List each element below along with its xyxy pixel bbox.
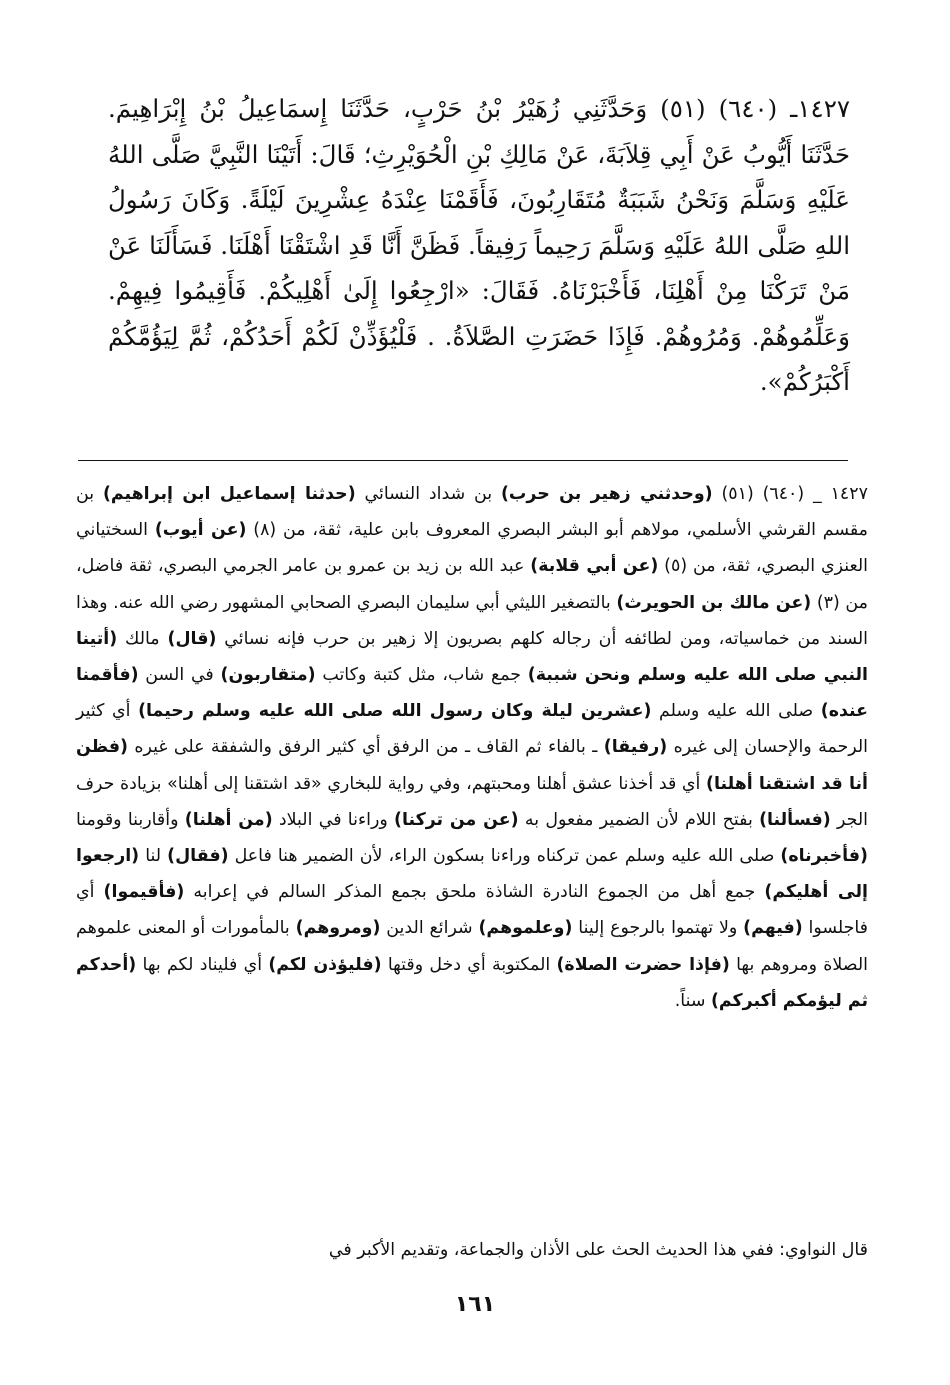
commentary-bold-phrase: (عشرين ليلة وكان رسول الله صلى الله عليه وسلم رحيما) [138, 701, 652, 722]
nawawi-quote: قال النواوي: ففي هذا الحديث الحث على الأذان والجماعة، وتقديم الأكبر في [328, 1240, 868, 1260]
commentary-run: عبد الله بن زيد بن عمرو بن عامر الجرمي البصري، ثقة فاضل، من (٣) [76, 556, 868, 613]
commentary-run: ١٤٢٧ _ (٦٤٠) (٥١) [712, 484, 868, 504]
commentary-run: بن شداد النسائي [355, 484, 501, 504]
hadith-text: ١٤٢٧ـ (٦٤٠) (٥١) وَحَدَّثَنِي زُهَيْرُ بْنُ حَرْبٍ، حَدَّثَنَا إِسمَاعِيلُ بْنُ إِبْرَاهِيمَ. حَدَّثَنَا أَيُّوبُ عَنْ أَبِي قِلاَبَةَ، عَنْ مَالِكِ بْنِ الْحُوَيْرِثِ؛ قَالَ: أَتَيْنَا النَّبِيَّ صَلَّى اللهُ عَلَيْهِ وَسَلَّمَ وَنَحْنُ شَبَبَةٌ مُتَقَارِبُونَ، فَأَقَمْنَا عِنْدَهُ عِشْرِينَ لَيْلَةً. وَكَانَ رَسُولُ اللهِ صَلَّى اللهُ عَلَيْهِ وَسَلَّمَ رَحِيماً رَفِيقاً. فَظَنَّ أَنَّا قَدِ اشْتَقْنَا أَهْلَنَا. فَسَأَلَنَا عَنْ مَنْ تَرَكْنَا مِنْ أَهْلِنَا، فَأَخْبَرْنَاهُ. فَقَالَ: «ارْجِعُوا إِلَىٰ أَهْلِيكُمْ. فَأَقِيمُوا فِيهِمْ. وَعَلِّمُوهُمْ. وَمُرُوهُمْ. فَإِذَا حَضَرَتِ الصَّلاَةُ. . فَلْيُؤَذِّنْ لَكُمْ أَحَدُكُمْ، ثُمَّ لِيَؤُمَّكُمْ أَكْبَرُكُمْ». [108, 94, 851, 396]
commentary-bold-phrase: (فأقيموا) [103, 882, 185, 903]
commentary-bold-phrase: (عن أبي قلابة) [530, 556, 659, 577]
commentary-bold-phrase: (فسألنا) [759, 809, 831, 830]
commentary-run: سناً. [674, 990, 711, 1011]
commentary-bold-phrase: (ومروهم) [295, 918, 381, 939]
commentary-run: في السن [138, 665, 221, 686]
commentary-bold-phrase: (فقال) [167, 846, 229, 867]
commentary-bold-phrase: (عن أيوب) [154, 520, 247, 541]
commentary-run: جمع شاب، مثل كتبة وكاتب [315, 665, 528, 686]
commentary-run: صلى الله عليه وسلم عمن تركناه وراءنا بسكون الراء، لأن الضمير هنا فاعل [228, 846, 781, 867]
commentary-bold-phrase: (عن مالك بن الحويرث) [616, 592, 812, 613]
commentary-bold-phrase: (فليؤذن لكم) [268, 954, 382, 975]
commentary-run: أي فاجلسوا [76, 882, 868, 939]
commentary-run: صلى الله عليه وسلم [651, 701, 821, 722]
commentary-bold-phrase: (قال) [167, 628, 217, 649]
commentary-text [76, 476, 868, 1019]
commentary-bold-phrase: (فأقمنا عنده) [76, 665, 868, 722]
commentary-run: بفتح اللام لأن الضمير مفعول به [518, 809, 760, 830]
commentary-run: المكتوبة أي دخل وقتها [381, 954, 557, 975]
commentary-run: أي فليناد لكم بها [136, 954, 269, 975]
commentary-run: مالك [117, 628, 168, 649]
commentary-bold-phrase: (أحدكم ثم ليؤمكم أكبركم) [76, 954, 868, 1011]
commentary-bold-phrase: (فأخبرناه) [780, 846, 868, 867]
commentary-run: وراءنا في البلاد [272, 809, 395, 830]
commentary-run: بالتصغير الليثي أبي سليمان البصري الصحابي المشهور رضي الله عنه. وهذا السند من خماسياته، ومن لطائفه أن رجاله كلهم بصريون إلا زهير بن حرب فإنه نسائي [76, 592, 869, 649]
commentary-bold-phrase: (حدثنا إسماعيل ابن إبراهيم) [102, 484, 356, 504]
commentary-bold-phrase: (عن من تركنا) [394, 809, 519, 830]
page-number: ١٦١ [454, 1292, 496, 1317]
commentary-run: أي كثير الرحمة والإحسان إلى غيره [76, 701, 868, 758]
commentary-bold-phrase: (فيهم) [743, 918, 803, 939]
commentary-bold-phrase: (أتينا النبي صلى الله عليه وسلم ونحن شببة) [76, 628, 868, 686]
commentary-bold-phrase: (فظن أنا قد اشتقنا أهلنا) [76, 737, 868, 794]
commentary-bold-phrase: (من أهلنا) [184, 809, 273, 830]
commentary-run: جمع أهل من الجموع النادرة الشاذة ملحق بجمع المذكر السالم في إعرابه [184, 882, 765, 903]
commentary-run: ـ بالفاء ثم القاف ـ من الرفق أي كثير الرفق والشفقة على غيره [127, 737, 604, 758]
footnote-divider [78, 460, 848, 461]
commentary-run: أي قد أخذنا عشق أهلنا ومحبتهم، وفي رواية للبخاري «قد اشتقنا إلى أهلنا» بزيادة حرف الجر [76, 773, 868, 830]
commentary-run: ولا تهتموا بالرجوع إلينا [572, 918, 744, 939]
commentary-run: شرائع الدين [380, 918, 479, 939]
commentary-bold-phrase: (رفيقا) [603, 737, 668, 758]
commentary-run: بالمأمورات أو المعنى علموهم الصلاة ومروهم بها [76, 918, 868, 975]
commentary-bold-phrase: (وحدثني زهير بن حرب) [500, 484, 713, 504]
commentary-bold-phrase: (فإذا حضرت الصلاة) [556, 954, 730, 975]
commentary-run: لنا [139, 846, 168, 867]
commentary-run: وأقاربنا وقومنا [76, 809, 185, 830]
commentary-bold-phrase: (متقاربون) [220, 665, 316, 686]
commentary-run: بن مقسم القرشي الأسلمي، مولاهم أبو البشر البصري المعروف بابن علية، ثقة، من (٨) [76, 484, 868, 541]
commentary-bold-phrase: (ارجعوا إلى أهليكم) [76, 846, 868, 903]
commentary-bold-phrase: (وعلموهم) [478, 918, 573, 939]
commentary-run: السختياني العنزي البصري، ثقة، من (٥) [76, 520, 868, 577]
